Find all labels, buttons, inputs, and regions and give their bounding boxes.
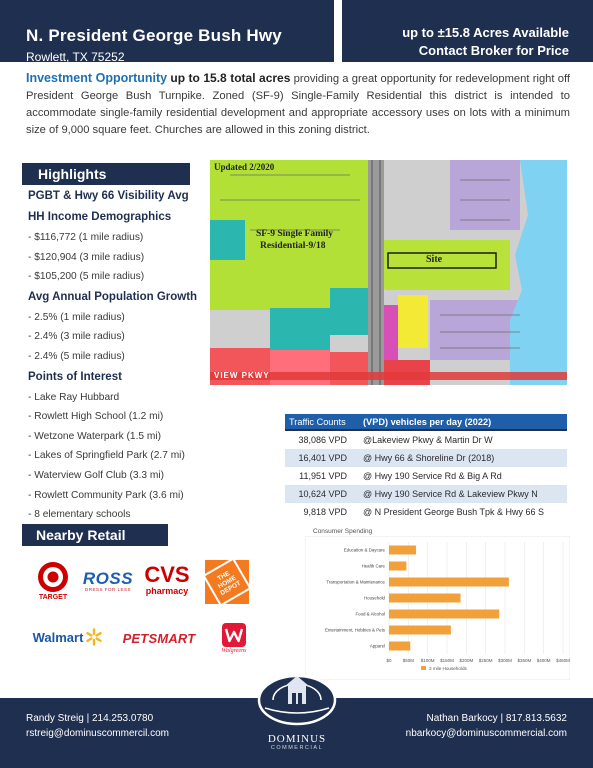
cvs-subtitle: pharmacy (145, 586, 189, 596)
traffic-header-right: (VPD) vehicles per day (2022) (363, 417, 492, 427)
poi-item: - Waterview Golf Club (3.3 mi) (28, 469, 165, 481)
poi-item: - Rowlett High School (1.2 mi) (28, 411, 164, 423)
chart-tick-label: $400M (536, 658, 551, 663)
growth-item: - 2.4% (3 mile radius) (28, 331, 125, 343)
broker-email-left[interactable]: rstreig@dominuscommercil.com (26, 728, 169, 739)
footer-right-contact (406, 711, 567, 741)
growth-item: - 2.5% (1 mile radius) (28, 311, 125, 323)
map-road-label: VIEW PKWY (214, 371, 270, 380)
growth-item: - 2.4% (5 mile radius) (28, 350, 125, 362)
chart-category-label: Transportation & Maintenance (326, 579, 385, 585)
table-row (285, 449, 567, 467)
traffic-header-left: Traffic Counts (289, 417, 346, 427)
map-zone-line: SF-9 Single Family (256, 229, 334, 239)
chart-tick-label: $0 (386, 658, 392, 663)
zoning-map-image (210, 160, 567, 385)
walmart-wordmark: Walmart (32, 629, 84, 645)
chart-bar (389, 562, 406, 571)
table-row (285, 503, 567, 521)
petsmart-logo (118, 626, 200, 650)
walmart-spark-icon (85, 628, 103, 646)
poi-heading: Points of Interest (28, 370, 122, 383)
walgreens-wordmark: Walgreens (221, 648, 247, 654)
growth-heading: Avg Annual Population Growth (28, 290, 198, 303)
traffic-vpd: 38,086 VPD (298, 435, 347, 445)
broker-name-right: Nathan Barkocy | 817.813.5632 (426, 713, 567, 724)
dominus-logo (255, 664, 339, 768)
ross-tagline: DRESS FOR LESS (84, 587, 131, 592)
footer-left-contact (26, 711, 169, 741)
chart-category-label: Apparel (369, 643, 385, 649)
header-left-panel (0, 0, 334, 62)
poi-item: - Rowlett Community Park (3.6 mi) (28, 489, 184, 501)
chart-category-label: Education & Daycare (343, 547, 385, 553)
traffic-location: @ Hwy 190 Service Rd & Lakeview Pkwy N (363, 489, 538, 499)
target-logo (30, 558, 76, 604)
home-depot-frame (202, 557, 251, 606)
chart-category-label: Food & Alcohol (355, 611, 385, 617)
chart-bar (389, 610, 499, 619)
ross-wordmark: ROSS (82, 569, 134, 588)
highlights-badge: Highlights (22, 163, 190, 185)
poi-item: - Lakes of Springfield Park (2.7 mi) (28, 450, 185, 462)
chart-category-label: Household (364, 595, 385, 601)
map-zone-label (256, 228, 333, 252)
petsmart-wordmark: PETSMART (122, 630, 196, 646)
chart-title: Consumer Spending (313, 528, 373, 535)
header-gap (334, 0, 342, 62)
map-updated-label: Updated 2/2020 (214, 162, 275, 172)
table-row (285, 485, 567, 503)
highlights-list (28, 186, 213, 525)
broker-email-right[interactable]: nbarkocy@dominuscommercial.com (405, 728, 567, 739)
income-item: - $116,772 (1 mile radius) (28, 232, 144, 243)
header (0, 0, 593, 62)
cvs-wordmark: CVS (144, 562, 190, 587)
chart-tick-label: $350M (517, 658, 532, 663)
chart-legend-swatch (421, 666, 426, 670)
chart-canvas (305, 536, 570, 680)
price-note: Contact Broker for Price (418, 43, 569, 58)
chart-legend-label: 3 mile Households (429, 666, 467, 671)
home-depot-logo (205, 560, 249, 604)
chart-bar (389, 626, 451, 635)
ross-logo (80, 566, 136, 596)
intro-body: providing a great opportunity for redevelopment right off President George Bush Turnpike. Zoned (SF-9) Single-Family Residential this district is intended to accommodate single-family residential development and appropriate accessory uses on lots with a minimum size of 9,000 square feet. Churches are allowed in this zoning district. (26, 73, 571, 136)
income-heading: HH Income Demographics (28, 211, 172, 223)
chart-tick-label: $150M (440, 658, 454, 663)
zoning-map (210, 160, 567, 385)
cvs-logo (138, 560, 196, 600)
income-item: - $105,200 (5 mile radius) (28, 271, 145, 283)
traffic-vpd: 10,624 VPD (298, 489, 347, 499)
walmart-logo (28, 626, 108, 648)
chart-tick-label: $200M (459, 658, 474, 663)
chart-category-label: Health Care (361, 563, 385, 569)
table-row (285, 431, 567, 449)
traffic-vpd: 9,818 VPD (303, 507, 347, 517)
traffic-vpd: 16,401 VPD (298, 453, 347, 463)
poi-item: - Wetzone Waterpark (1.5 mi) (28, 430, 162, 442)
chart-bar (389, 546, 416, 555)
consumer-spending-chart (305, 528, 570, 680)
poi-item: - 8 elementary schools (28, 509, 131, 521)
chart-tick-label: $450M (556, 658, 570, 663)
dominus-emblem-icon (255, 664, 339, 726)
walgreens-logo (214, 618, 254, 658)
poi-item: - Lake Ray Hubbard (28, 391, 120, 403)
table-row (285, 467, 567, 485)
chart-tick-label: $50M (402, 658, 414, 663)
property-title: N. President George Bush Hwy (26, 26, 282, 45)
chart-bar (389, 594, 461, 603)
traffic-header (285, 414, 567, 431)
traffic-vpd: 11,951 VPD (299, 471, 347, 481)
chart-bar (389, 578, 509, 587)
nearby-retail-badge: Nearby Retail (22, 524, 168, 546)
chart-category-label: Entertainment, Hobbies & Pets (324, 627, 385, 633)
chart-tick-label: $250M (478, 658, 493, 663)
target-wordmark: TARGET (38, 594, 68, 601)
traffic-location: @ Hwy 190 Service Rd & Big A Rd (363, 471, 502, 481)
walgreens-w-icon (221, 622, 247, 648)
dominus-sub-wordmark: COMMERCIAL (270, 745, 324, 751)
broker-name-left: Randy Streig | 214.253.0780 (26, 713, 154, 724)
income-item: - $120,904 (3 mile radius) (28, 251, 145, 263)
traffic-location: @ N President George Bush Tpk & Hwy 66 S (363, 507, 545, 517)
footer (0, 698, 593, 768)
traffic-location: @ Hwy 66 & Shoreline Dr (2018) (363, 453, 495, 463)
chart-tick-label: $100M (420, 658, 435, 663)
chart-tick-label: $300M (498, 658, 512, 663)
chart-bar (389, 642, 410, 651)
map-zone-line: Residential-9/18 (260, 241, 326, 251)
intro-paragraph (26, 70, 570, 139)
header-right-panel (342, 0, 593, 62)
home-depot-wordmark: THE HOME DEPOT (216, 569, 242, 597)
traffic-location: @Lakeview Pkwy & Martin Dr W (363, 435, 493, 445)
acres-available: up to ±15.8 Acres Available (402, 25, 569, 40)
visibility-heading: PGBT & Hwy 66 Visibility Avg (28, 190, 189, 202)
intro-lead: Investment Opportunity (26, 71, 168, 85)
intro-bold: up to 15.8 total acres (170, 71, 291, 85)
property-address: Rowlett, TX 75252 (26, 50, 125, 64)
traffic-table (285, 414, 567, 521)
target-bullseye-icon (37, 561, 69, 593)
dominus-wordmark: DOMINUS (267, 733, 327, 745)
map-site-label: Site (426, 254, 443, 265)
